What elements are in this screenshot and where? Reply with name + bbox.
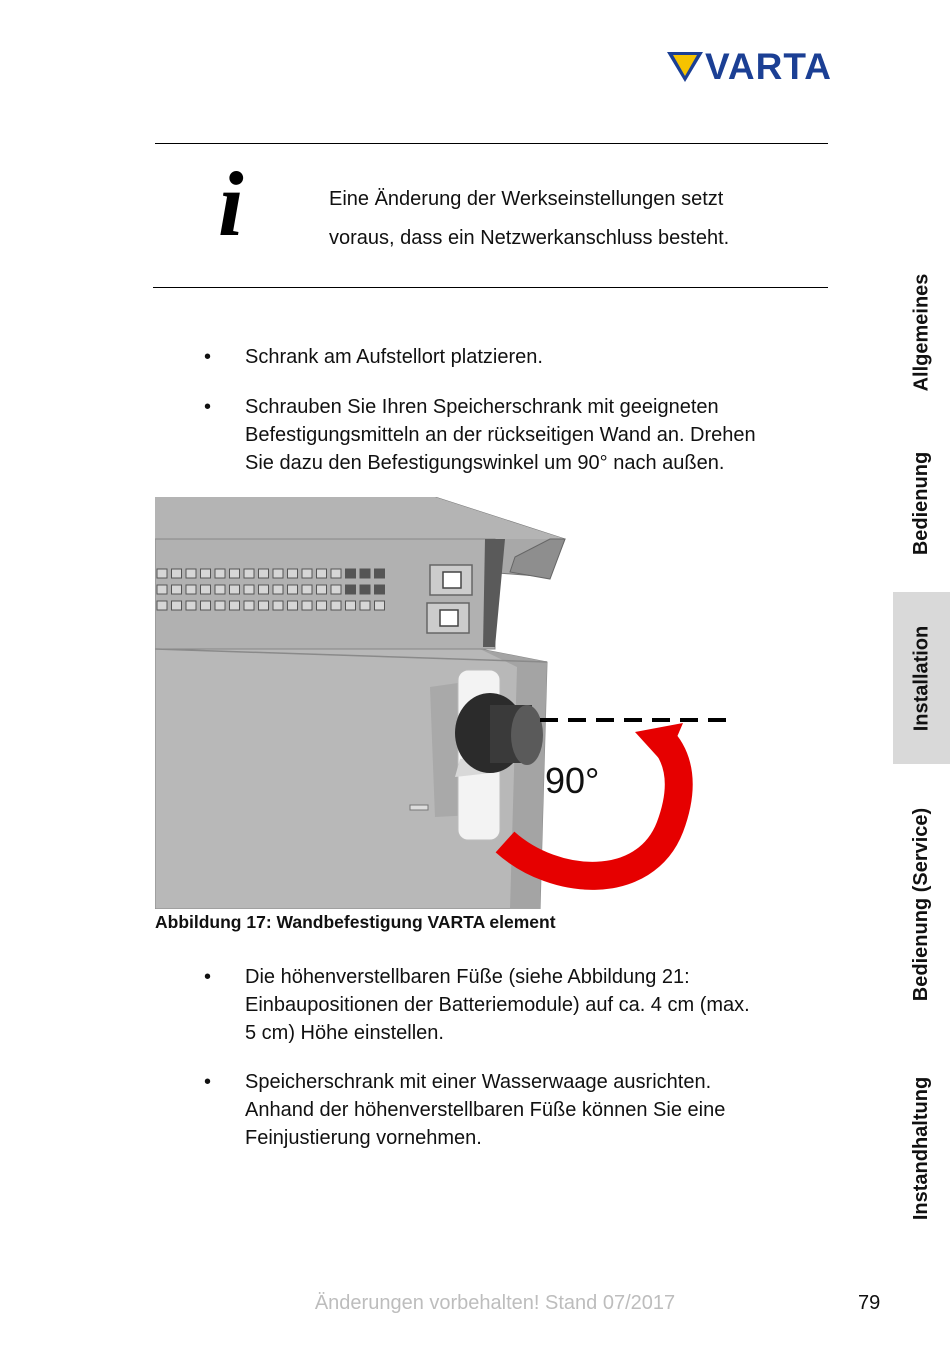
vent-slot [375, 569, 385, 578]
vent-slot [331, 585, 341, 594]
tab-label: Bedienung (Service) [910, 807, 933, 1001]
vent-slot [259, 585, 269, 594]
vent-slot [302, 601, 312, 610]
info-icon: i [218, 153, 244, 255]
vent-slot [230, 569, 240, 578]
vent-slot [331, 569, 341, 578]
vent-slot [157, 585, 167, 594]
bullet-line: Speicherschrank mit einer Wasserwaage ausrichten. [245, 1071, 712, 1093]
vent-slot [273, 585, 283, 594]
bullet-line: Sie dazu den Befestigungswinkel um 90° nach außen. [245, 452, 725, 474]
bullet-line: Schrank am Aufstellort platzieren. [245, 346, 543, 368]
logo-text: VARTA [705, 46, 832, 87]
tab-bedienung-service[interactable] [893, 790, 950, 1018]
figure-caption: Abbildung 17: Wandbefestigung VARTA element [155, 912, 556, 932]
vent-slot [244, 601, 254, 610]
vent-slot [186, 585, 196, 594]
vent-slot [230, 601, 240, 610]
vent-slot [288, 569, 298, 578]
footer-note: Änderungen vorbehalten! Stand 07/2017 [314, 1292, 676, 1314]
vent-slot [244, 569, 254, 578]
bullet-line: Die höhenverstellbaren Füße (siehe Abbildung 21: [245, 966, 690, 988]
bullet-line: Feinjustierung vornehmen. [245, 1127, 482, 1149]
bullet-dot: • [204, 346, 212, 368]
cabinet-illustration [155, 497, 735, 909]
info-line: voraus, dass ein Netzwerkanschluss besteht. [329, 227, 730, 249]
bullet-item [245, 343, 845, 371]
vent-slot [317, 601, 327, 610]
vent-slot [375, 601, 385, 610]
vent-slot [172, 569, 182, 578]
bullet-dot: • [204, 1071, 212, 1093]
tab-installation[interactable] [893, 592, 950, 764]
vent-slot [375, 585, 385, 594]
bullet-line: 5 cm) Höhe einstellen. [245, 1022, 444, 1044]
vent-slot [360, 569, 370, 578]
vent-slot [215, 601, 225, 610]
vent-slot [186, 601, 196, 610]
vent-slot [346, 569, 356, 578]
vent-slot [157, 601, 167, 610]
tab-allgemeines[interactable] [893, 262, 950, 402]
bullet-line: Anhand der höhenverstellbaren Füße können Sie eine [245, 1099, 726, 1121]
page-number: 79 [858, 1292, 881, 1314]
vent-slot [201, 569, 211, 578]
bullet-item [245, 1068, 845, 1152]
bullet-dot: • [204, 966, 212, 988]
info-box-bottom-rule [153, 287, 828, 288]
vent-slot [302, 569, 312, 578]
bullet-line: Befestigungsmitteln an der rückseitigen Wand an. Drehen [245, 424, 756, 446]
vent-slot [317, 569, 327, 578]
vent-slot [186, 569, 196, 578]
vent-slot [317, 585, 327, 594]
vent-slot [360, 601, 370, 610]
wall-mount-figure [155, 497, 735, 909]
tab-label: Installation [910, 625, 933, 731]
vent-slot [346, 585, 356, 594]
vent-slot [302, 585, 312, 594]
info-line: Eine Änderung der Werkseinstellungen setzt [329, 188, 724, 210]
varta-logo [667, 46, 877, 87]
vent-slot [230, 585, 240, 594]
vent-slot [201, 601, 211, 610]
varta-logo-mark-icon [667, 50, 703, 84]
vent-slot [360, 585, 370, 594]
vent-slot [331, 601, 341, 610]
bullet-line: Schrauben Sie Ihren Speicherschrank mit geeigneten [245, 396, 719, 418]
vent-slot [346, 601, 356, 610]
tab-label: Bedienung [910, 451, 932, 555]
bullet-line: Einbaupositionen der Batteriemodule) auf ca. 4 cm (max. [245, 994, 750, 1016]
vent-slot [201, 585, 211, 594]
tab-label: Instandhaltung [910, 1076, 933, 1220]
vent-slot [259, 569, 269, 578]
vent-slot [259, 601, 269, 610]
vent-slot [288, 601, 298, 610]
vent-slot [172, 601, 182, 610]
vent-slot [244, 585, 254, 594]
vent-slot [273, 601, 283, 610]
info-box-top-rule [155, 143, 828, 144]
vent-slot [215, 569, 225, 578]
vent-slot [157, 569, 167, 578]
vent-slot [273, 569, 283, 578]
vent-slot [215, 585, 225, 594]
tab-bedienung[interactable] [893, 438, 950, 568]
bullet-item [245, 963, 845, 1047]
angle-label: 90° [545, 760, 600, 801]
tab-label: Allgemeines [910, 273, 933, 391]
bullet-item [245, 393, 845, 477]
bullet-dot: • [204, 396, 212, 418]
vent-slot [288, 585, 298, 594]
vent-slot [172, 585, 182, 594]
info-text [329, 180, 809, 258]
tab-instandhaltung[interactable] [893, 1062, 950, 1234]
